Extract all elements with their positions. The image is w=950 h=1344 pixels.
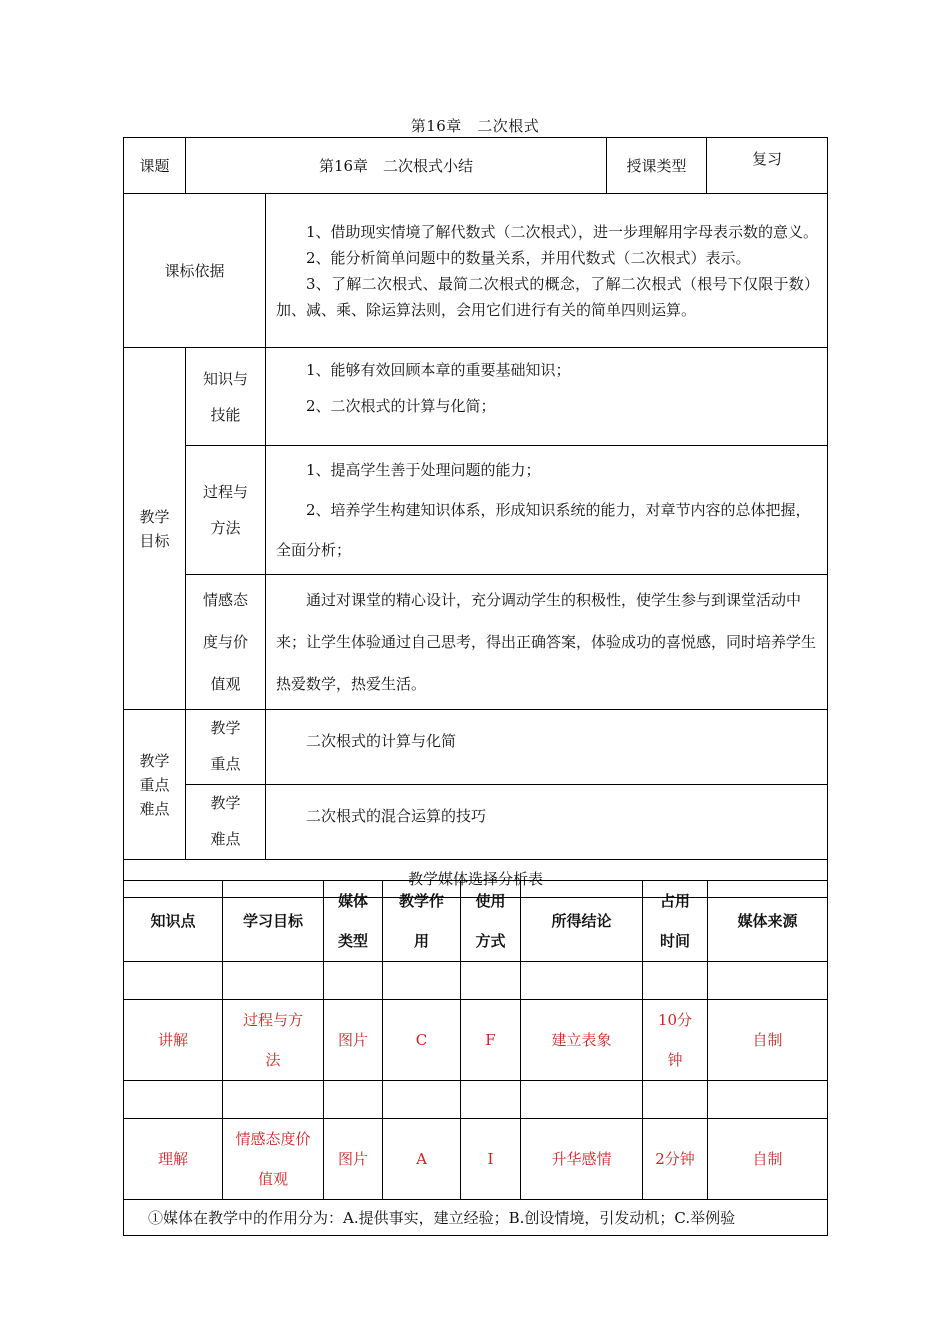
table-cell [643, 962, 708, 1000]
objective-label-knowledge: 知识与技能 [186, 348, 266, 446]
table-cell [708, 962, 828, 1000]
standards-item: 3、了解二次根式、最简二次根式的概念，了解二次根式（根号下仅限于数）加、减、乘、除运算法则，会用它们进行有关的简单四则运算。 [276, 274, 819, 319]
media-note: ①媒体在教学中的作用分为：A.提供事实，建立经验；B.创设情境，引发动机；C.举例验 [124, 1200, 828, 1236]
header-conclusion: 所得结论 [521, 881, 643, 962]
objective-item: 通过对课堂的精心设计，充分调动学生的积极性，使学生参与到课堂活动中来；让学生体验通过自己思考，得出正确答案，体验成功的喜悦感，同时培养学生热爱数学，热爱生活。 [276, 591, 817, 693]
objective-label-process: 过程与方法 [186, 446, 266, 575]
objective-item: 2、二次根式的计算与化简； [306, 397, 496, 415]
standards-label: 课标依据 [124, 194, 266, 348]
table-cell: I [461, 1119, 521, 1200]
table-cell [383, 1081, 461, 1119]
table-cell [461, 962, 521, 1000]
table-cell: 建立表象 [521, 1000, 643, 1081]
table-cell: F [461, 1000, 521, 1081]
header-usage: 使用方式 [461, 881, 521, 962]
page-title: 第16章 二次根式 [410, 117, 540, 135]
table-cell: A [383, 1119, 461, 1200]
table-cell: 自制 [708, 1000, 828, 1081]
objective-item: 2、培养学生构建知识体系，形成知识系统的能力，对章节内容的总体把握，全面分析； [276, 501, 811, 559]
objective-row-knowledge [124, 348, 828, 446]
table-cell [324, 962, 383, 1000]
table-cell: C [383, 1000, 461, 1081]
table-cell: 10分钟 [643, 1000, 708, 1081]
standards-content [266, 194, 828, 348]
table-cell [521, 1081, 643, 1119]
header-knowledge-point: 知识点 [124, 881, 223, 962]
header-learning-goal: 学习目标 [223, 881, 324, 962]
table-cell: 情感态度价值观 [223, 1119, 324, 1200]
table-cell [223, 962, 324, 1000]
table-cell [124, 1081, 223, 1119]
table-cell [124, 962, 223, 1000]
table-cell: 过程与方法 [223, 1000, 324, 1081]
table-cell [223, 1081, 324, 1119]
table-row [124, 1081, 828, 1119]
objective-content-process [266, 446, 828, 575]
objective-item: 1、提高学生善于处理问题的能力； [306, 461, 541, 479]
table-cell: 2分钟 [643, 1119, 708, 1200]
focus-difficulty-row [124, 785, 828, 860]
table-row [124, 1119, 828, 1200]
table-cell [324, 1081, 383, 1119]
type-value: 复习 [707, 138, 828, 194]
lesson-plan-table [123, 137, 828, 898]
objective-row-process [124, 446, 828, 575]
objectives-label: 教学目标 [124, 348, 186, 710]
note-row [124, 1200, 828, 1236]
objective-label-attitude: 情感态度与价值观 [186, 575, 266, 710]
table-cell [521, 962, 643, 1000]
table-cell [383, 962, 461, 1000]
header-media-type: 媒体类型 [324, 881, 383, 962]
type-label: 授课类型 [607, 138, 707, 194]
table-cell: 讲解 [124, 1000, 223, 1081]
topic-label: 课题 [124, 138, 186, 194]
focus-key-label: 教学重点 [186, 710, 266, 785]
focus-difficulty-label: 教学难点 [186, 785, 266, 860]
table-cell: 升华感情 [521, 1119, 643, 1200]
topic-value: 第16章 二次根式小结 [186, 138, 607, 194]
table-cell: 图片 [324, 1000, 383, 1081]
objective-content-knowledge [266, 348, 828, 446]
standards-item: 2、能分析简单问题中的数量关系，并用代数式（二次根式）表示。 [306, 248, 751, 267]
table-cell: 自制 [708, 1119, 828, 1200]
header-teaching-role: 教学作用 [383, 881, 461, 962]
objective-row-attitude [124, 575, 828, 710]
focus-key-value: 二次根式的计算与化简 [266, 710, 828, 785]
media-analysis-table [123, 880, 828, 1236]
standards-item: 1、借助现实情境了解代数式（二次根式），进一步理解用字母表示数的意义。 [306, 222, 819, 241]
media-header-row [124, 881, 828, 962]
focus-difficulty-value: 二次根式的混合运算的技巧 [266, 785, 828, 860]
objective-content-attitude [266, 575, 828, 710]
focus-label: 教学重点难点 [124, 710, 186, 860]
focus-key-row [124, 710, 828, 785]
standards-row [124, 194, 828, 348]
header-time: 占用时间 [643, 881, 708, 962]
table-row [124, 1000, 828, 1081]
table-cell: 图片 [324, 1119, 383, 1200]
media-table-title: 教学媒体选择分析表 [124, 860, 828, 898]
header-source: 媒体来源 [708, 881, 828, 962]
table-cell [461, 1081, 521, 1119]
table-cell: 理解 [124, 1119, 223, 1200]
table-row [124, 962, 828, 1000]
topic-row [124, 138, 828, 194]
objective-item: 1、能够有效回顾本章的重要基础知识； [306, 361, 571, 379]
table-cell [708, 1081, 828, 1119]
table-cell [643, 1081, 708, 1119]
